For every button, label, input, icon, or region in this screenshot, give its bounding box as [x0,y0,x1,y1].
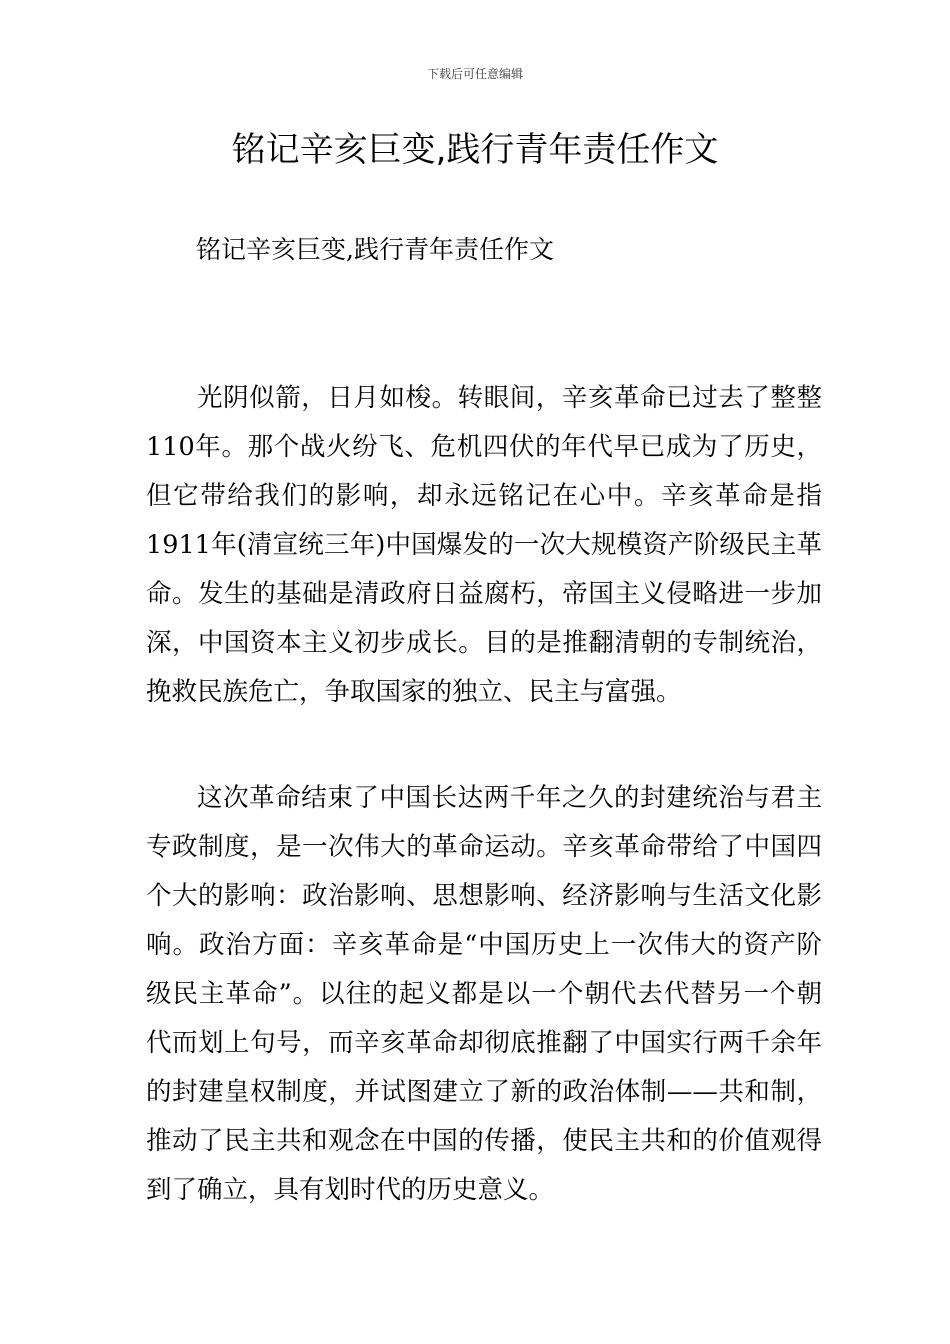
body-paragraph-2: 这次革命结束了中国长达两千年之久的封建统治与君主专政制度，是一次伟大的革命运动。辛亥革命带给了中国四个大的影响：政治影响、思想影响、经济影响与生活文化影响。政治方面：辛亥革命是“中国历史上一次伟大的资产阶级民主革命”。以往的起义都是以一个朝代去代替另一个朝代而划上句号，而辛亥革命却彻底推翻了中国实行两千余年的封建皇权制度，并试图建立了新的政治体制——共和制，推动了民主共和观念在中国的传播，使民主共和的价值观得到了确立，具有划时代的历史意义。 [146,783,822,1205]
header-note: 下载后可任意编辑 [426,67,523,81]
document-title: 铭记辛亥巨变,践行青年责任作文 [231,130,719,170]
document-subtitle: 铭记辛亥巨变,践行青年责任作文 [196,235,554,264]
body-paragraph-1: 光阴似箭，日月如梭。转眼间，辛亥革命已过去了整整110年。那个战火纷飞、危机四伏的年代早已成为了历史，但它带给我们的影响，却永远铭记在心中。辛亥革命是指1911年(清宣统三年)中国爆发的一次大规模资产阶级民主革命。发生的基础是清政府日益腐朽，帝国主义侵略进一步加深，中国资本主义初步成长。目的是推翻清朝的专制统治，挽救民族危亡，争取国家的独立、民主与富强。 [146,383,822,707]
